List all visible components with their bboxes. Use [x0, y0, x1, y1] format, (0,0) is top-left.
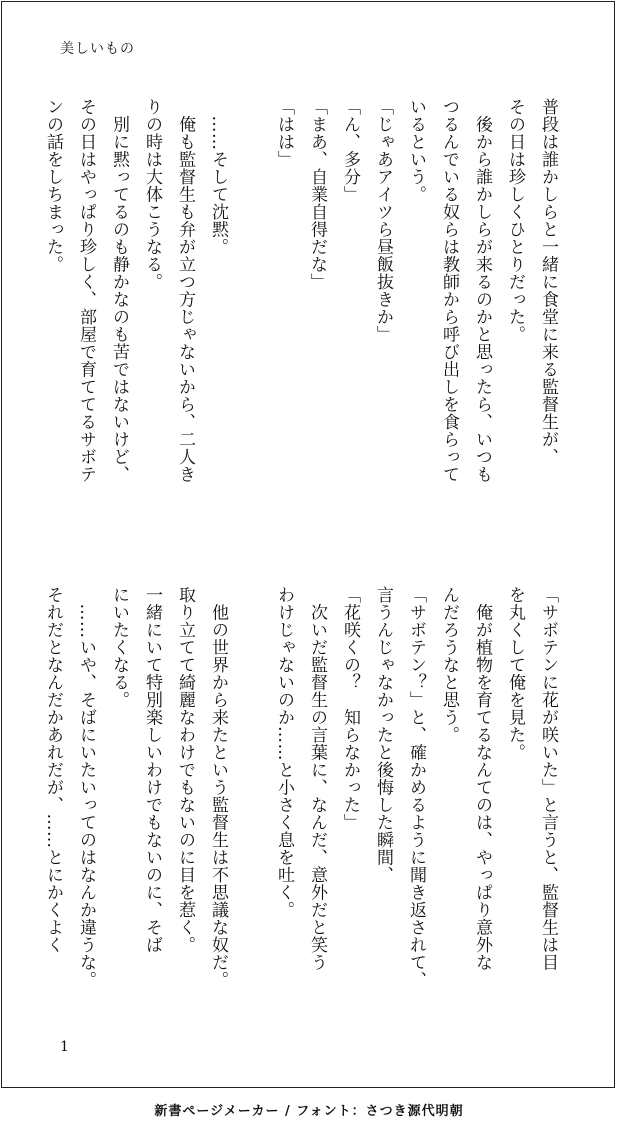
- text-line: その日は珍しくひとりだった。: [505, 98, 525, 343]
- text-block-bottom: [36, 586, 564, 1011]
- text-line: つるんでいる奴らは教師から呼び出しを食らって: [439, 98, 459, 483]
- text-line: 「まあ、自業自得だな」: [307, 98, 327, 291]
- text-line: 普段は誰かしらと一緒に食堂に来る監督生が、: [538, 98, 558, 466]
- text-line: 後から誰かしらが来るのかと思ったら、いつも: [472, 98, 492, 483]
- text-line: 俺も監督生も弁が立つ方じゃないから、二人き: [175, 98, 195, 483]
- text-line: んだろうなと思う。: [439, 586, 459, 744]
- text-line: わけじゃないのか……と小さく息を吐く。: [274, 586, 294, 919]
- text-line: ……いや、そばにいたいってのはなんか違うな。: [76, 586, 96, 989]
- text-line: を丸くして俺を見た。: [505, 586, 525, 761]
- text-line: 次いだ監督生の言葉に、なんだ、意外だと笑う: [307, 586, 327, 971]
- text-line: それだとなんだかあれだが、……とにかくよく: [43, 586, 63, 954]
- text-line: いるという。: [406, 98, 426, 203]
- text-line: 「じゃあアイツら昼飯抜きか」: [373, 98, 393, 343]
- text-line: ……そして沈黙。: [208, 98, 228, 256]
- text-line: 俺が植物を育てるなんてのは、やっぱり意外な: [472, 586, 492, 971]
- text-line: [234, 98, 267, 523]
- text-line: 一緒にいて特別楽しいわけでもないのに、そば: [142, 586, 162, 954]
- text-line: 「はは」: [274, 98, 294, 168]
- text-line: にいたくなる。: [109, 586, 129, 709]
- text-line: 「ん、多分」: [340, 98, 360, 203]
- book-page: [1, 1, 615, 1088]
- text-line: ンの話をしちまった。: [43, 98, 63, 273]
- text-line: 「花咲くの？ 知らなかった」: [340, 586, 360, 831]
- text-line: 言うんじゃなかったと後悔した瞬間、: [373, 586, 393, 884]
- text-line: 「サボテンに花が咲いた」と言うと、監督生は目: [538, 586, 558, 971]
- page-title: 美しいもの: [60, 41, 135, 57]
- page-number: 1: [60, 1039, 69, 1055]
- text-line: その日はやっぱり珍しく、部屋で育ててるサボテ: [76, 98, 96, 483]
- text-block-top: [36, 98, 564, 523]
- text-line: 「サボテン？」と、確かめるように聞き返されて、: [406, 586, 426, 989]
- text-line: 他の世界から来たという監督生は不思議な奴だ。: [208, 586, 228, 989]
- footer-credit: 新書ページメーカー / フォント：さつき源代明朝: [154, 1104, 464, 1119]
- text-line: りの時は大体こうなる。: [142, 98, 162, 291]
- text-line: 別に黙ってるのも静かなのも苦ではないけど、: [109, 98, 129, 483]
- text-line: [234, 586, 267, 1011]
- text-line: 取り立てて綺麗なわけでもないのに目を惹く。: [175, 586, 195, 954]
